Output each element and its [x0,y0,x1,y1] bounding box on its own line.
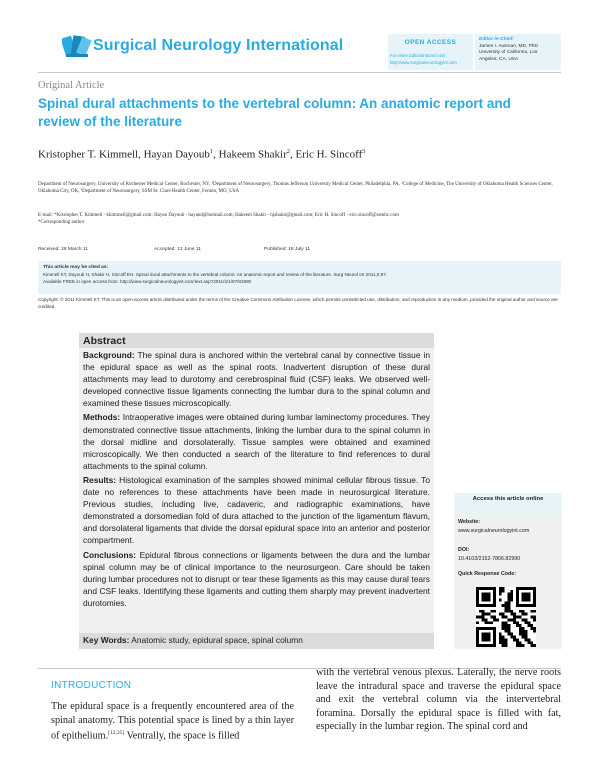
abstract-background [83,349,430,409]
qr-code-icon [476,587,536,647]
affiliations: Department of Neurosurgery, University of Rochester Medical Center, Rochester, NY, ¹Department of Neurosurgery, Thomas Jefferson University Medical Center, Philadelphia, PA, ²College of Medicine, The University of Oklahoma Health Sciences Center, Oklahoma City, OK, ³Department of Neurosurgery, SSM St. Clare Health Center, Fenton, MO, USA [38,182,553,195]
author-emails: E-mail: *Kristopher T. Kimmell - kkimmell@gmail.com; Hayan Dayoub - hayand@hotmail.com; Hakeem Shakir - hjshakir@gmail.com; Eric H. Sincoff - eric.sincoff@ssmhc.com [38,213,399,218]
conclusions-text: Epidural fibrous connections or ligaments between the dura and the lumbar spinal column may be of clinical importance to the neurosurgeon. Care should be taken during lumbar procedures not to disrupt or tear these ligaments as this may cause dural tears and CSF leaks. Identifying these ligaments and cutting them sharply may prevent inadvertent durotomies. [83,549,430,608]
email-block [38,212,560,227]
author-affil-mark: 1 [209,148,214,155]
background-text: The spinal dura is anchored within the vertebral canal by connective tissue in the epidural space as well as the spinal roots. Inadvertent disruption of these dural attachments may lead to durotomy and cerebrospinal fluid (CSF) leaks. We observed well-developed connective tissue ligaments connecting the lumbar dura to the spinal column and examined these tissues microscopically. [83,350,430,409]
published-date: Published: 18 July 11 [264,247,311,252]
citation-ref[interactable]: [12,35] [108,730,125,736]
introduction-left-column [51,700,294,743]
journal-logo [62,34,92,60]
article-type: Original Article [38,80,105,91]
author-name: Kristopher T. Kimmell [38,148,139,161]
methods-text: Intraoperative images were obtained during lumbar laminectomy procedures. They demonstrated connective tissue attachments, linking the lumbar dura to the spinal column in the dorsal midline and dorsolaterally. Tissue samples were obtained and examined microscopically. We then conducted a search of the literature to find references to dural attachments to the spinal column. [83,412,430,471]
author-name: Hayan Dayoub [143,148,210,161]
journal-title: Surgical Neurology International [93,37,344,54]
article-title: Spinal dural attachments to the vertebral column: An anatomic report and review of the literature [38,96,511,129]
editor-name: James I. Ausman, MD, PhD [479,43,538,49]
methods-label: Methods: [83,412,121,423]
abstract-box [79,333,434,649]
corresponding-author-note: *Corresponding author [38,220,85,226]
conclusions-label: Conclusions: [83,549,137,560]
access-online-box [454,493,562,649]
open-access-label: OPEN ACCESS [404,39,457,46]
introduction-right-column: with the vertebral venous plexus. Laterally, the nerve roots leave the intradural space and traverse the epidural space and exit the vertebral column via the intervertebral foramina. Dorsally the epidural space is filled with fat, especially in the lumbar region. The spinal cord and [316,667,561,732]
editorial-board-note: For entire Editorial Board visit : [390,53,448,58]
author-list: Kristopher T. Kimmell, Hayan Dayoub$^1$, Hakeem Shakir$^2$, Eric H. Sincoff$^3$ [38,148,366,161]
editor-affiliation-1: University of California, Los [479,50,538,56]
citation-text: Kimmell KT, Dayoub H, Shakir H, Sincoff EH. Spinal dural attachments to the vertebral column: An anatomic report and review of the literature. Surg Neurol Int 2011;2:97. [43,272,388,277]
editor-in-chief-block [475,34,561,70]
abstract-methods [83,411,430,471]
access-title: Access this article online [454,493,562,514]
citation-label: This article may be cited as: [43,265,109,270]
author-name: Eric H. Sincoff [295,148,363,161]
received-date: Received: 28 March 11 [38,247,88,252]
copyright-notice: Copyright: © 2011 Kimmell KT. This is an open-access article distributed under the terms of the Creative Commons Attribution License, which permits unrestricted use, distribution, and reproduction in any medium, provided the original author and source are credited. [38,297,558,309]
intro-text: The epidural space is a frequently encountered area of the spinal anatomy. This potential space is lined by a thin layer of epithelium. [51,701,294,742]
qr-label: Quick Response Code: [458,571,516,577]
abstract-body [83,349,430,611]
introduction-heading: INTRODUCTION [51,680,132,691]
author-affil-mark: 2 [286,148,291,155]
open-access-box [388,34,473,70]
abstract-conclusions [83,549,430,609]
website-link[interactable]: www.surgicalneurologyint.com [458,528,530,534]
abstract-heading: Abstract [79,333,434,348]
author-affil-mark: 3 [362,148,366,155]
availability-text: Available FREE in open access from: http://www.surgicalneurologyint.com/text.asp?2011/2/1/97/82990 [43,279,252,284]
keywords-label: Key Words: [83,635,130,645]
editor-affiliation-2: Angeles, CA, USA [479,57,519,63]
author-name: Hakeem Shakir [218,148,287,161]
website-label: Website: [458,519,480,525]
editor-heading: Editor-in-Chief: [479,37,514,42]
intro-text-continued: Ventrally, the space is filled [124,730,240,742]
results-text: Histological examination of the samples showed minimal cellular fibrous tissue. To date no references to these attachments have been made in neurosurgical literature. Previous studies, including live, cadaveric, and radiographic examinations, have demonstrated a dorsomedian fold of dura attached to the junction of the ligamentum flavum, and dorsolateral ligaments that divide the dorsal epidural space into an anterior and posterior compartment. [83,474,431,546]
background-label: Background: [83,350,135,360]
header-divider [38,72,561,73]
article-dates [38,247,560,255]
keywords-text: Anatomic study, epidural space, spinal column [131,635,303,645]
accepted-date: Accepted: 13 June 11 [154,247,201,252]
editorial-board-link[interactable]: http://www.surgicalneurologyint.com [390,60,457,65]
keywords-bar [79,633,434,649]
citation-box [38,261,561,294]
results-label: Results: [83,474,117,485]
doi-label: DOI: [458,547,470,553]
abstract-results [83,474,430,547]
doi-value[interactable]: 10.4103/2152-7806.82990 [458,556,521,562]
